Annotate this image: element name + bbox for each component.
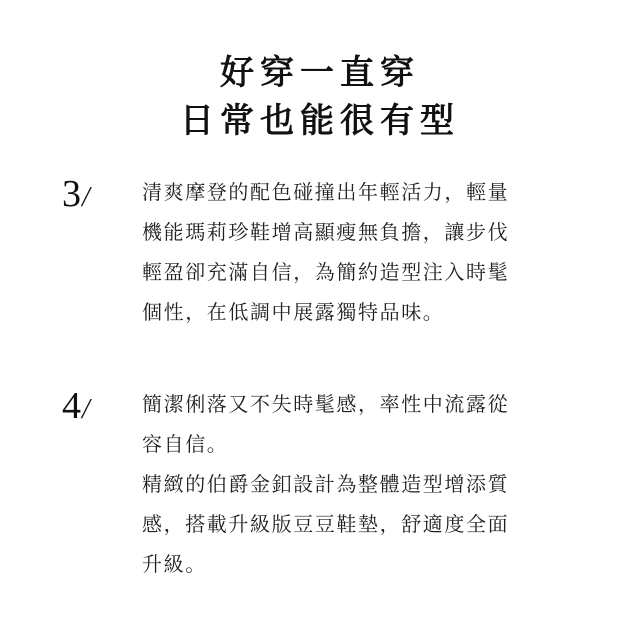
headline-line-1: 好穿一直穿 (220, 53, 420, 93)
section-number-3 (62, 174, 90, 218)
section-3-paragraph (142, 172, 582, 332)
section-3-line: 機能瑪莉珍鞋增高顯瘦無負擔，讓步伐 (142, 220, 510, 244)
section-4-line: 精緻的伯爵金釦設計為整體造型增添質 (142, 472, 510, 496)
section-4-line: 容自信。 (142, 432, 229, 456)
section-3-line: 個性，在低調中展露獨特品味。 (142, 300, 445, 324)
section-3-line: 輕盈卻充滿自信，為簡約造型注入時髦 (142, 260, 510, 284)
section-4-paragraph (142, 384, 582, 584)
section-4-line: 升級。 (142, 552, 207, 576)
section-4-line: 簡潔俐落又不失時髦感，率性中流露從 (142, 392, 510, 416)
section-number-3-slash: / (82, 182, 90, 213)
headline-line-2: 日常也能很有型 (180, 101, 460, 141)
section-4-line: 感，搭載升級版豆豆鞋墊，舒適度全面 (142, 512, 510, 536)
section-3-line: 清爽摩登的配色碰撞出年輕活力，輕量 (142, 180, 510, 204)
section-number-4 (62, 386, 90, 430)
section-number-4-slash: / (82, 394, 90, 425)
section-number-3-digit: 3 (62, 173, 81, 215)
section-number-4-digit: 4 (62, 385, 81, 427)
